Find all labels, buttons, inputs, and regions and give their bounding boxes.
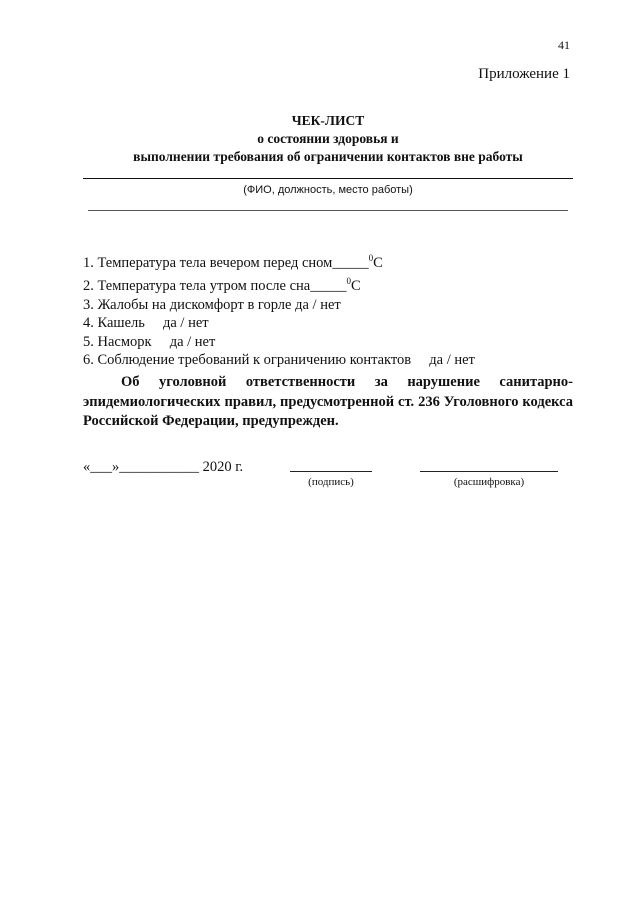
- title-line-2: о состоянии здоровья и: [257, 131, 399, 146]
- title-line-1: ЧЕК-ЛИСТ: [291, 113, 365, 128]
- fio-caption: (ФИО, должность, место работы): [243, 184, 413, 196]
- checklist-item-cough: 4. Кашель да / нет: [83, 315, 209, 332]
- page-number: 41: [558, 38, 570, 52]
- decoding-line: [420, 471, 558, 472]
- fio-underline: [83, 178, 573, 179]
- celsius-unit: С: [350, 278, 361, 295]
- liability-warning: Об уголовной ответственности за нарушение санитарно-эпидемиологических правил, предусмотренной ст. 236 Уголовного кодекса Российской Федерации, предупрежден.: [83, 374, 573, 429]
- celsius-unit: С: [373, 255, 383, 271]
- date-field: «___»___________ 2020 г.: [83, 459, 244, 475]
- document-title: [83, 112, 573, 166]
- health-checklist: [83, 249, 475, 369]
- degree-superscript: 0: [346, 276, 351, 287]
- appendix-label: Приложение 1: [478, 66, 570, 82]
- decoding-caption: (расшифровка): [453, 476, 525, 488]
- signature-line: [290, 471, 372, 472]
- checklist-item-morning-temperature: 2. Температура тела утром после сна_____$^0$С: [83, 276, 361, 295]
- checklist-item-runny-nose: 5. Насморк да / нет: [83, 333, 216, 350]
- fio-extra-line: [88, 210, 568, 211]
- checklist-item-throat: 3. Жалобы на дискомфорт в горле да / нет: [83, 296, 341, 313]
- signature-caption: (подпись): [308, 476, 354, 488]
- checklist-item-evening-temperature: 1. Температура тела вечером перед сном_____$^0$С: [83, 253, 383, 271]
- title-line-3: выполнении требования об ограничении контактов вне работы: [133, 149, 523, 164]
- degree-superscript: 0: [368, 253, 374, 263]
- checklist-item-contact-restriction: 6. Соблюдение требований к ограничению контактов да / нет: [83, 352, 475, 369]
